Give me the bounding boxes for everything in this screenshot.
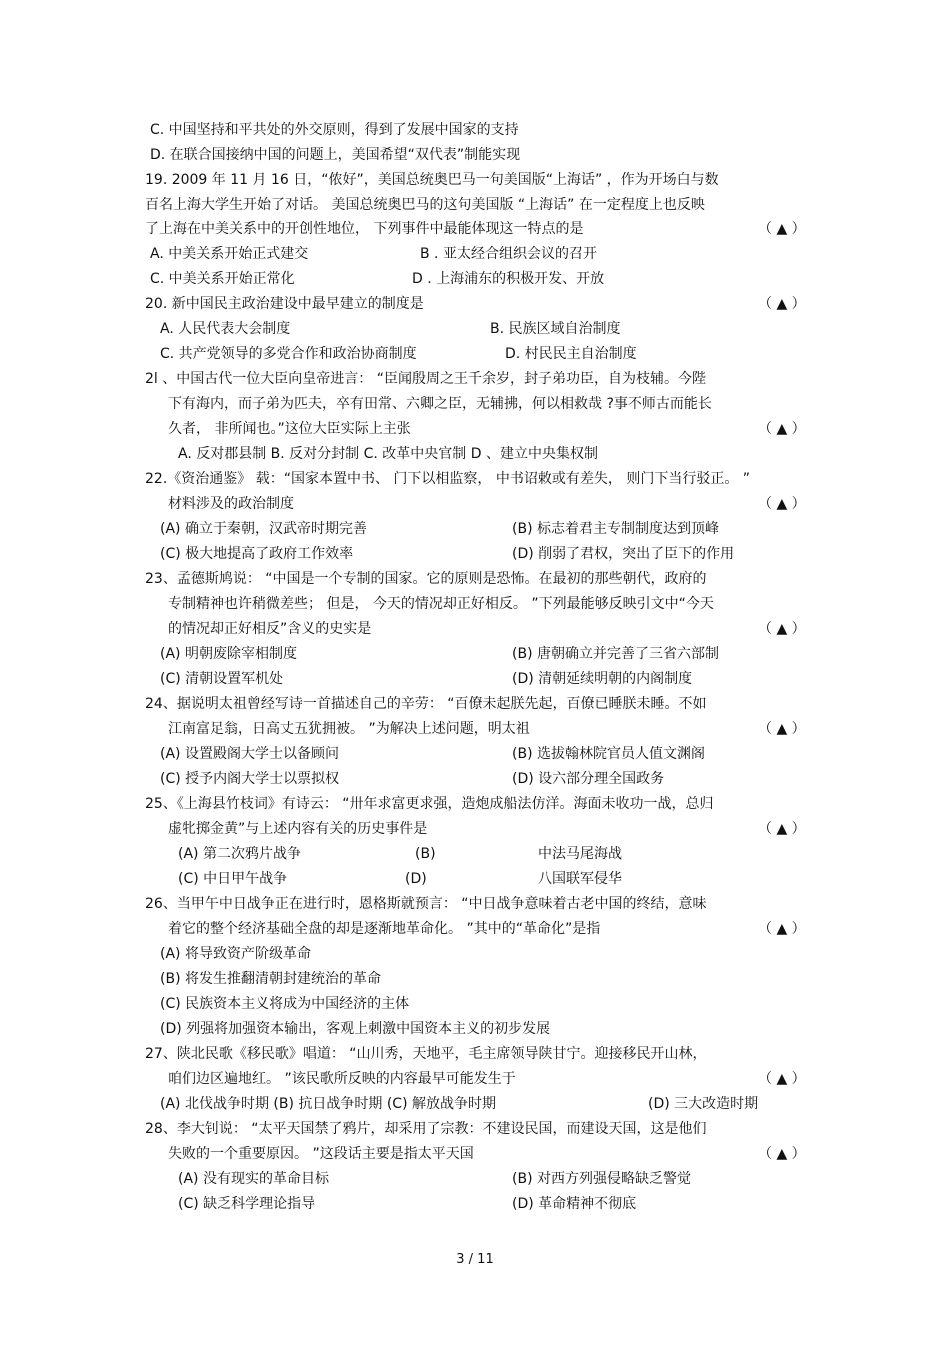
question-25-option-b-letter: (B) xyxy=(415,846,436,862)
question-23-option-a: (A) 明朝废除宰相制度 xyxy=(160,646,297,662)
question-26-option-a: (A) 将导致资产阶级革命 xyxy=(160,946,311,962)
question-23-option-b: (B) 唐朝确立并完善了三省六部制 xyxy=(512,646,719,662)
question-25-option-b: 中法马尾海战 xyxy=(538,846,622,862)
question-20-option-d: D. 村民民主自治制度 xyxy=(505,346,637,362)
answer-blank-23: （ ▲ ） xyxy=(758,621,806,637)
question-26-option-b: (B) 将发生推翻清朝封建统治的革命 xyxy=(160,971,381,987)
question-28-option-c: (C) 缺乏科学理论指导 xyxy=(178,1196,316,1212)
question-26-stem: 26、当甲午中日战争正在进行时，恩格斯就预言： “中日战争意味着古老中国的终结，意味 xyxy=(145,896,707,912)
option-d-line: D. 在联合国接纳中国的问题上，美国希望“双代表”制能实现 xyxy=(150,147,521,163)
question-24-stem-2: 江南富足翁，日高丈五犹拥被。 ”为解决上述问题，明太祖 xyxy=(168,721,530,737)
question-21-options: A. 反对郡县制 B. 反对分封制 C. 改革中央官制 D 、建立中央集权制 xyxy=(178,446,598,462)
answer-blank-27: （ ▲ ） xyxy=(758,1071,806,1087)
answer-blank-28: （ ▲ ） xyxy=(758,1146,806,1162)
question-19-stem-2: 百名上海大学生开始了对话。 美国总统奥巴马的这句美国版 “上海话” 在一定程度上也反映 xyxy=(145,197,705,213)
question-19-stem-3: 了上海在中美关系中的开创性地位， 下列事件中最能体现这一特点的是 xyxy=(145,221,584,237)
question-23-stem-3: 的情况却正好相反”含义的史实是 xyxy=(168,621,372,637)
answer-blank-22: （ ▲ ） xyxy=(758,496,806,512)
question-19-option-d: D . 上海浦东的积极开发、开放 xyxy=(412,271,605,287)
question-23-stem-2: 专制精神也许稍微差些； 但是， 今天的情况却正好相反。 ”下列最能够反映引文中“今天 xyxy=(168,596,714,612)
question-20-option-c: C. 共产党领导的多党合作和政治协商制度 xyxy=(160,346,417,362)
answer-blank-26: （ ▲ ） xyxy=(758,921,806,937)
answer-blank-19: （ ▲ ） xyxy=(758,221,806,237)
question-25-option-a: (A) 第二次鸦片战争 xyxy=(178,846,301,862)
question-25-stem: 25、《上海县竹枝词》有诗云： “卅年求富更求强，造炮成船法仿洋。海面未收功一战，总归 xyxy=(145,796,714,812)
question-25-option-c: (C) 中日甲午战争 xyxy=(178,871,288,887)
question-24-option-d: (D) 设六部分理全国政务 xyxy=(512,771,665,787)
page-number: 3 / 11 xyxy=(456,1252,494,1267)
question-27-options: (A) 北伐战争时期 (B) 抗日战争时期 (C) 解放战争时期 xyxy=(160,1096,496,1112)
question-21-stem-2: 下有海内，而子弟为匹夫，卒有田常、六卿之臣，无辅拂，何以相救哉 ?事不师古而能长 xyxy=(168,396,712,412)
question-24-stem: 24、据说明太祖曾经写诗一首描述自己的辛劳： “百僚未起朕先起，百僚已睡朕未睡。不如 xyxy=(145,696,707,712)
question-27-stem: 27、陕北民歌《移民歌》唱道： “山川秀，天地平，毛主席领导陕甘宁。迎接移民开山林， xyxy=(145,1046,707,1062)
question-25-option-d: 八国联军侵华 xyxy=(538,871,622,887)
question-19-option-c: C. 中美关系开始正常化 xyxy=(150,271,295,287)
question-28-stem: 28、李大钊说： “太平天国禁了鸦片，却采用了宗教：不建设民国，而建设天国，这是他们 xyxy=(145,1121,707,1137)
question-22-option-c: (C) 极大地提高了政府工作效率 xyxy=(160,546,354,562)
question-26-option-c: (C) 民族资本主义将成为中国经济的主体 xyxy=(160,996,410,1012)
question-22-stem-2: 材料涉及的政治制度 xyxy=(168,496,294,512)
question-26-option-d: (D) 列强将加强资本输出，客观上刺激中国资本主义的初步发展 xyxy=(160,1021,551,1037)
question-26-stem-2: 着它的整个经济基础全盘的却是逐渐地革命化。 ”其中的“革命化”是指 xyxy=(168,921,601,937)
question-28-option-a: (A) 没有现实的革命目标 xyxy=(178,1171,329,1187)
question-20-stem: 20. 新中国民主政治建设中最早建立的制度是 xyxy=(145,296,424,312)
option-c-line: C. 中国坚持和平共处的外交原则，得到了发展中国家的支持 xyxy=(150,122,519,138)
question-25-stem-2: 虚牝掷金黄”与上述内容有关的历史事件是 xyxy=(168,821,428,837)
question-23-stem: 23、孟德斯鸠说： “中国是一个专制的国家。它的原则是恐怖。在最初的那些朝代，政府的 xyxy=(145,571,707,587)
question-19-option-b: B . 亚太经合组织会议的召开 xyxy=(420,246,597,262)
question-23-option-d: (D) 清朝延续明朝的内阁制度 xyxy=(512,671,693,687)
question-28-stem-2: 失败的一个重要原因。 ”这段话主要是指太平天国 xyxy=(168,1146,474,1162)
question-25-option-d-letter: (D) xyxy=(405,871,427,887)
question-22-option-a: (A) 确立于秦朝，汉武帝时期完善 xyxy=(160,521,367,537)
answer-blank-25: （ ▲ ） xyxy=(758,821,806,837)
question-27-stem-2: 咱们边区遍地红。 ”该民歌所反映的内容最早可能发生于 xyxy=(168,1071,516,1087)
question-19-stem: 19. 2009 年 11 月 16 日，“侬好”，美国总统奥巴马一句美国版“上海话” ，作为开场白与数 xyxy=(145,172,719,188)
question-20-option-a: A. 人民代表大会制度 xyxy=(160,321,291,337)
question-22-option-d: (D) 削弱了君权，突出了臣下的作用 xyxy=(512,546,735,562)
answer-blank-24: （ ▲ ） xyxy=(758,721,806,737)
answer-blank-21: （ ▲ ） xyxy=(758,421,806,437)
question-27-option-d: (D) 三大改造时期 xyxy=(648,1096,759,1112)
question-20-option-b: B. 民族区域自治制度 xyxy=(490,321,621,337)
question-22-option-b: (B) 标志着君主专制制度达到顶峰 xyxy=(512,521,719,537)
question-24-option-a: (A) 设置殿阁大学士以备顾问 xyxy=(160,746,339,762)
question-24-option-b: (B) 选拔翰林院官员人值文渊阁 xyxy=(512,746,705,762)
answer-blank-20: （ ▲ ） xyxy=(758,296,806,312)
question-28-option-d: (D) 革命精神不彻底 xyxy=(512,1196,637,1212)
question-21-stem-3: 久者， 非所闻也。”这位大臣实际上主张 xyxy=(168,421,411,437)
question-21-stem: 2l 、中国古代一位大臣向皇帝进言： “臣闻殷周之王千余岁，封子弟功臣，自为枝辅。今陛 xyxy=(145,371,706,387)
question-22-stem: 22.《资治通鉴》 载：“国家本置中书、 门下以相监察， 中书诏敕或有差失， 则门下当行驳正。 ” xyxy=(145,471,751,487)
question-24-option-c: (C) 授予内阁大学士以票拟权 xyxy=(160,771,340,787)
question-23-option-c: (C) 清朝设置军机处 xyxy=(160,671,284,687)
question-19-option-a: A. 中美关系开始正式建交 xyxy=(150,246,309,262)
question-28-option-b: (B) 对西方列强侵略缺乏警觉 xyxy=(512,1171,691,1187)
